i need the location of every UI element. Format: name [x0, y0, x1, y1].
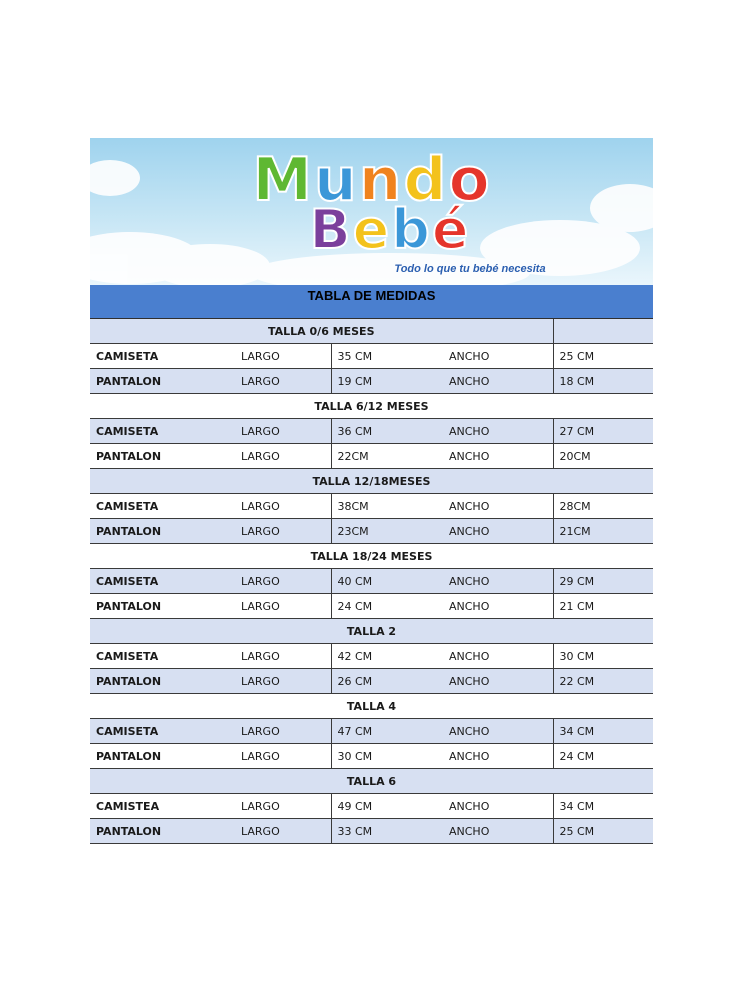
length-label: LARGO — [235, 719, 331, 744]
measurement-row — [90, 344, 653, 369]
width-label: ANCHO — [443, 569, 553, 594]
width-value: 34 CM — [553, 719, 653, 744]
size-header-row — [90, 544, 653, 569]
size-label: TALLA 6/12 MESES — [90, 394, 653, 419]
length-label: LARGO — [235, 419, 331, 444]
size-label: TALLA 4 — [90, 694, 653, 719]
length-value: 23CM — [331, 519, 443, 544]
length-label: LARGO — [235, 819, 331, 844]
garment-name: CAMISETA — [90, 419, 235, 444]
length-label: LARGO — [235, 369, 331, 394]
length-value: 47 CM — [331, 719, 443, 744]
garment-name: PANTALON — [90, 669, 235, 694]
width-label: ANCHO — [443, 494, 553, 519]
width-label: ANCHO — [443, 719, 553, 744]
length-value: 49 CM — [331, 794, 443, 819]
width-value: 21 CM — [553, 594, 653, 619]
width-value: 22 CM — [553, 669, 653, 694]
garment-name: PANTALON — [90, 819, 235, 844]
width-label: ANCHO — [443, 519, 553, 544]
width-label: ANCHO — [443, 594, 553, 619]
length-value: 22CM — [331, 444, 443, 469]
length-label: LARGO — [235, 519, 331, 544]
measurement-row — [90, 369, 653, 394]
garment-name: CAMISETA — [90, 719, 235, 744]
size-header-row — [90, 319, 653, 344]
measurement-row — [90, 719, 653, 744]
measurement-row — [90, 519, 653, 544]
brand-tagline: Todo lo que tu bebé necesita — [394, 263, 546, 275]
measurement-row — [90, 594, 653, 619]
length-value: 19 CM — [331, 369, 443, 394]
garment-name: PANTALON — [90, 519, 235, 544]
measurement-row — [90, 444, 653, 469]
size-header-row — [90, 469, 653, 494]
garment-name: PANTALON — [90, 744, 235, 769]
width-label: ANCHO — [443, 644, 553, 669]
measurement-row — [90, 819, 653, 844]
width-value: 27 CM — [553, 419, 653, 444]
width-value: 20CM — [553, 444, 653, 469]
brand-letter: o — [448, 145, 492, 215]
garment-name: CAMISTEA — [90, 794, 235, 819]
length-value: 42 CM — [331, 644, 443, 669]
brand-letter: e — [352, 198, 392, 261]
length-label: LARGO — [235, 444, 331, 469]
measurement-row — [90, 569, 653, 594]
width-label: ANCHO — [443, 794, 553, 819]
length-label: LARGO — [235, 794, 331, 819]
measurement-row — [90, 669, 653, 694]
size-header-row — [90, 694, 653, 719]
width-label: ANCHO — [443, 669, 553, 694]
measurement-row — [90, 794, 653, 819]
measurement-row — [90, 494, 653, 519]
length-label: LARGO — [235, 669, 331, 694]
brand-word-bebe — [309, 198, 470, 261]
width-label: ANCHO — [443, 444, 553, 469]
measurement-row — [90, 644, 653, 669]
length-label: LARGO — [235, 594, 331, 619]
size-header-row — [90, 394, 653, 419]
width-value: 25 CM — [553, 819, 653, 844]
length-label: LARGO — [235, 744, 331, 769]
length-value: 36 CM — [331, 419, 443, 444]
width-value: 25 CM — [553, 344, 653, 369]
brand-letter: u — [314, 145, 359, 215]
size-header-row — [90, 619, 653, 644]
brand-letter: M — [252, 145, 315, 215]
width-value: 34 CM — [553, 794, 653, 819]
width-label: ANCHO — [443, 419, 553, 444]
length-value: 35 CM — [331, 344, 443, 369]
length-value: 33 CM — [331, 819, 443, 844]
width-label: ANCHO — [443, 344, 553, 369]
width-value: 18 CM — [553, 369, 653, 394]
measurements-table — [90, 319, 653, 844]
length-value: 40 CM — [331, 569, 443, 594]
measurement-row — [90, 744, 653, 769]
width-label: ANCHO — [443, 819, 553, 844]
size-label: TALLA 2 — [90, 619, 653, 644]
garment-name: CAMISETA — [90, 569, 235, 594]
length-label: LARGO — [235, 569, 331, 594]
width-label: ANCHO — [443, 369, 553, 394]
garment-name: CAMISETA — [90, 644, 235, 669]
brand-banner — [90, 138, 653, 285]
table-title: TABLA DE MEDIDAS — [90, 285, 653, 319]
brand-logo — [90, 138, 653, 285]
length-label: LARGO — [235, 344, 331, 369]
size-label: TALLA 12/18MESES — [90, 469, 653, 494]
garment-name: PANTALON — [90, 369, 235, 394]
width-value: 21CM — [553, 519, 653, 544]
garment-name: PANTALON — [90, 594, 235, 619]
width-value: 29 CM — [553, 569, 653, 594]
length-label: LARGO — [235, 494, 331, 519]
width-value: 24 CM — [553, 744, 653, 769]
brand-letter: n — [358, 145, 404, 215]
size-chart-sheet — [90, 138, 653, 844]
size-header-row — [90, 769, 653, 794]
garment-name: CAMISETA — [90, 344, 235, 369]
width-label: ANCHO — [443, 744, 553, 769]
brand-letter: b — [391, 198, 432, 261]
size-label: TALLA 18/24 MESES — [90, 544, 653, 569]
garment-name: CAMISETA — [90, 494, 235, 519]
length-value: 24 CM — [331, 594, 443, 619]
brand-letter: B — [309, 198, 353, 261]
garment-name: PANTALON — [90, 444, 235, 469]
length-value: 30 CM — [331, 744, 443, 769]
brand-letter: d — [403, 145, 449, 215]
width-value: 28CM — [553, 494, 653, 519]
empty-cell — [553, 319, 653, 344]
size-label: TALLA 0/6 MESES — [90, 319, 553, 344]
brand-letter: é — [431, 198, 471, 261]
measurement-row — [90, 419, 653, 444]
length-value: 26 CM — [331, 669, 443, 694]
length-label: LARGO — [235, 644, 331, 669]
length-value: 38CM — [331, 494, 443, 519]
width-value: 30 CM — [553, 644, 653, 669]
size-label: TALLA 6 — [90, 769, 653, 794]
